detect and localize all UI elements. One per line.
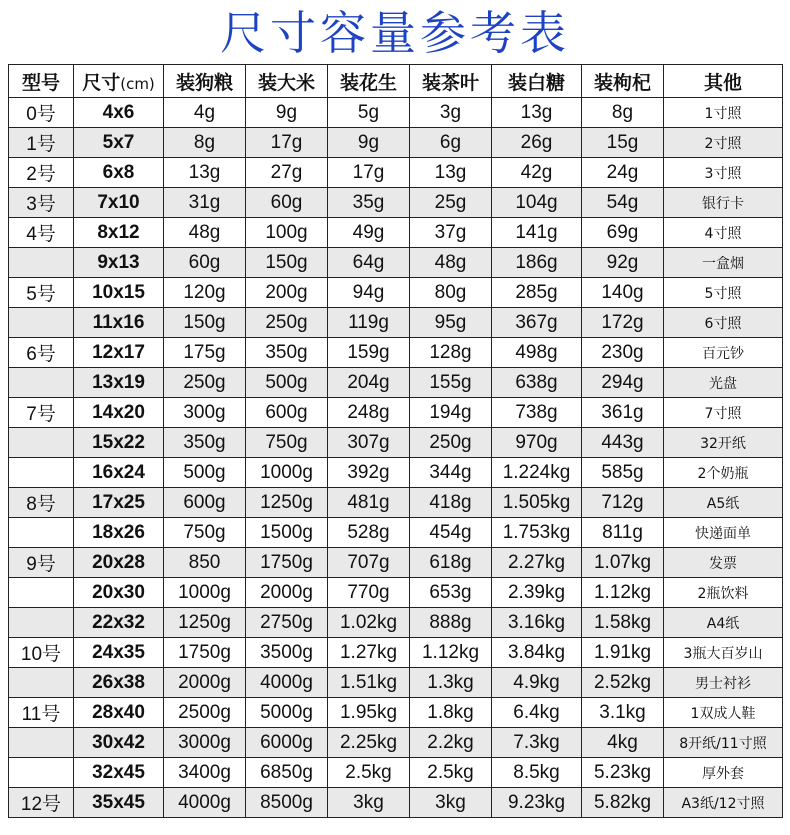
cell-peanut: 119g <box>328 308 410 338</box>
cell-tea: 250g <box>410 428 492 458</box>
header-tea: 装茶叶 <box>410 65 492 98</box>
cell-model: 3号 <box>9 188 74 218</box>
cell-peanut: 204g <box>328 368 410 398</box>
header-sugar: 装白糖 <box>492 65 582 98</box>
cell-size: 4x6 <box>74 98 164 128</box>
cell-peanut: 1.51kg <box>328 668 410 698</box>
cell-peanut: 770g <box>328 578 410 608</box>
cell-goji: 2.52kg <box>582 668 664 698</box>
table-row <box>9 638 783 668</box>
cell-goji: 294g <box>582 368 664 398</box>
cell-rice: 350g <box>246 338 328 368</box>
cell-sugar: 13g <box>492 98 582 128</box>
cell-sugar: 1.753kg <box>492 518 582 548</box>
table-row <box>9 668 783 698</box>
cell-sugar: 141g <box>492 218 582 248</box>
cell-goji: 69g <box>582 218 664 248</box>
cell-sugar: 1.505kg <box>492 488 582 518</box>
table-row <box>9 788 783 818</box>
table-header-row <box>9 65 783 98</box>
cell-goji: 811g <box>582 518 664 548</box>
cell-sugar: 7.3kg <box>492 728 582 758</box>
cell-rice: 750g <box>246 428 328 458</box>
cell-other: 一盒烟 <box>664 248 783 278</box>
cell-other: 2个奶瓶 <box>664 458 783 488</box>
cell-tea: 454g <box>410 518 492 548</box>
cell-rice: 6000g <box>246 728 328 758</box>
cell-dogfood: 8g <box>164 128 246 158</box>
cell-rice: 1000g <box>246 458 328 488</box>
cell-size: 14x20 <box>74 398 164 428</box>
cell-other: 3瓶大百岁山 <box>664 638 783 668</box>
cell-dogfood: 1000g <box>164 578 246 608</box>
cell-sugar: 367g <box>492 308 582 338</box>
table-row <box>9 608 783 638</box>
cell-goji: 8g <box>582 98 664 128</box>
cell-sugar: 285g <box>492 278 582 308</box>
cell-dogfood: 3000g <box>164 728 246 758</box>
cell-goji: 361g <box>582 398 664 428</box>
cell-model <box>9 308 74 338</box>
cell-model <box>9 248 74 278</box>
cell-model: 9号 <box>9 548 74 578</box>
table-row <box>9 548 783 578</box>
cell-size: 17x25 <box>74 488 164 518</box>
cell-size: 35x45 <box>74 788 164 818</box>
cell-size: 20x28 <box>74 548 164 578</box>
cell-other: 3寸照 <box>664 158 783 188</box>
cell-dogfood: 1750g <box>164 638 246 668</box>
cell-other: 男士衬衫 <box>664 668 783 698</box>
cell-model: 0号 <box>9 98 74 128</box>
cell-goji: 140g <box>582 278 664 308</box>
cell-goji: 54g <box>582 188 664 218</box>
cell-other: 快递面单 <box>664 518 783 548</box>
cell-other: A5纸 <box>664 488 783 518</box>
cell-peanut: 392g <box>328 458 410 488</box>
cell-tea: 194g <box>410 398 492 428</box>
cell-other: 1寸照 <box>664 98 783 128</box>
cell-goji: 15g <box>582 128 664 158</box>
cell-other: 2寸照 <box>664 128 783 158</box>
cell-rice: 1750g <box>246 548 328 578</box>
cell-peanut: 1.02kg <box>328 608 410 638</box>
cell-peanut: 159g <box>328 338 410 368</box>
cell-size: 15x22 <box>74 428 164 458</box>
cell-model: 1号 <box>9 128 74 158</box>
cell-rice: 2000g <box>246 578 328 608</box>
cell-rice: 4000g <box>246 668 328 698</box>
table-row <box>9 758 783 788</box>
cell-peanut: 94g <box>328 278 410 308</box>
cell-tea: 25g <box>410 188 492 218</box>
table-row <box>9 458 783 488</box>
cell-rice: 60g <box>246 188 328 218</box>
cell-rice: 5000g <box>246 698 328 728</box>
cell-rice: 600g <box>246 398 328 428</box>
cell-sugar: 42g <box>492 158 582 188</box>
cell-model: 12号 <box>9 788 74 818</box>
cell-size: 13x19 <box>74 368 164 398</box>
cell-size: 30x42 <box>74 728 164 758</box>
cell-tea: 1.8kg <box>410 698 492 728</box>
table-row <box>9 398 783 428</box>
header-dogfood: 装狗粮 <box>164 65 246 98</box>
cell-goji: 230g <box>582 338 664 368</box>
cell-other: 8开纸/11寸照 <box>664 728 783 758</box>
cell-tea: 618g <box>410 548 492 578</box>
cell-tea: 2.2kg <box>410 728 492 758</box>
cell-peanut: 5g <box>328 98 410 128</box>
cell-peanut: 307g <box>328 428 410 458</box>
cell-goji: 1.91kg <box>582 638 664 668</box>
cell-rice: 9g <box>246 98 328 128</box>
cell-size: 28x40 <box>74 698 164 728</box>
cell-tea: 3kg <box>410 788 492 818</box>
table-row <box>9 488 783 518</box>
cell-size: 9x13 <box>74 248 164 278</box>
cell-other: 1双成人鞋 <box>664 698 783 728</box>
cell-model <box>9 608 74 638</box>
cell-size: 10x15 <box>74 278 164 308</box>
cell-rice: 6850g <box>246 758 328 788</box>
table-row <box>9 518 783 548</box>
cell-rice: 2750g <box>246 608 328 638</box>
cell-size: 16x24 <box>74 458 164 488</box>
cell-model: 7号 <box>9 398 74 428</box>
cell-tea: 418g <box>410 488 492 518</box>
cell-peanut: 481g <box>328 488 410 518</box>
cell-sugar: 8.5kg <box>492 758 582 788</box>
cell-sugar: 6.4kg <box>492 698 582 728</box>
cell-dogfood: 2500g <box>164 698 246 728</box>
table-row <box>9 98 783 128</box>
cell-size: 22x32 <box>74 608 164 638</box>
cell-dogfood: 2000g <box>164 668 246 698</box>
page-title: 尺寸容量参考表 <box>220 6 570 60</box>
cell-sugar: 9.23kg <box>492 788 582 818</box>
cell-goji: 1.07kg <box>582 548 664 578</box>
cell-tea: 95g <box>410 308 492 338</box>
cell-rice: 1500g <box>246 518 328 548</box>
table-row <box>9 278 783 308</box>
cell-model <box>9 578 74 608</box>
header-goji: 装枸杞 <box>582 65 664 98</box>
cell-tea: 344g <box>410 458 492 488</box>
cell-sugar: 3.84kg <box>492 638 582 668</box>
cell-rice: 1250g <box>246 488 328 518</box>
cell-peanut: 3kg <box>328 788 410 818</box>
cell-dogfood: 300g <box>164 398 246 428</box>
cell-dogfood: 48g <box>164 218 246 248</box>
cell-goji: 1.12kg <box>582 578 664 608</box>
table-row <box>9 428 783 458</box>
cell-tea: 13g <box>410 158 492 188</box>
cell-rice: 100g <box>246 218 328 248</box>
table-row <box>9 338 783 368</box>
cell-size: 24x35 <box>74 638 164 668</box>
cell-goji: 3.1kg <box>582 698 664 728</box>
cell-other: A3纸/12寸照 <box>664 788 783 818</box>
cell-rice: 8500g <box>246 788 328 818</box>
cell-rice: 500g <box>246 368 328 398</box>
cell-dogfood: 850 <box>164 548 246 578</box>
capacity-table <box>8 64 783 818</box>
cell-peanut: 2.25kg <box>328 728 410 758</box>
cell-other: 银行卡 <box>664 188 783 218</box>
cell-sugar: 3.16kg <box>492 608 582 638</box>
cell-dogfood: 13g <box>164 158 246 188</box>
cell-model: 6号 <box>9 338 74 368</box>
cell-model <box>9 458 74 488</box>
cell-sugar: 4.9kg <box>492 668 582 698</box>
cell-goji: 1.58kg <box>582 608 664 638</box>
cell-size: 11x16 <box>74 308 164 338</box>
table-row <box>9 368 783 398</box>
cell-size: 20x30 <box>74 578 164 608</box>
table-row <box>9 308 783 338</box>
header-size <box>74 65 164 98</box>
cell-peanut: 35g <box>328 188 410 218</box>
cell-goji: 443g <box>582 428 664 458</box>
cell-model: 5号 <box>9 278 74 308</box>
cell-tea: 128g <box>410 338 492 368</box>
cell-tea: 3g <box>410 98 492 128</box>
cell-sugar: 26g <box>492 128 582 158</box>
cell-tea: 48g <box>410 248 492 278</box>
cell-size: 6x8 <box>74 158 164 188</box>
cell-sugar: 186g <box>492 248 582 278</box>
cell-dogfood: 600g <box>164 488 246 518</box>
cell-sugar: 2.27kg <box>492 548 582 578</box>
cell-tea: 653g <box>410 578 492 608</box>
cell-model: 2号 <box>9 158 74 188</box>
cell-rice: 250g <box>246 308 328 338</box>
table-row <box>9 158 783 188</box>
cell-rice: 3500g <box>246 638 328 668</box>
cell-model <box>9 728 74 758</box>
cell-dogfood: 150g <box>164 308 246 338</box>
cell-dogfood: 60g <box>164 248 246 278</box>
cell-size: 18x26 <box>74 518 164 548</box>
cell-size: 26x38 <box>74 668 164 698</box>
cell-peanut: 49g <box>328 218 410 248</box>
cell-goji: 172g <box>582 308 664 338</box>
cell-dogfood: 500g <box>164 458 246 488</box>
cell-rice: 27g <box>246 158 328 188</box>
cell-dogfood: 175g <box>164 338 246 368</box>
cell-other: 4寸照 <box>664 218 783 248</box>
cell-tea: 2.5kg <box>410 758 492 788</box>
header-peanut: 装花生 <box>328 65 410 98</box>
cell-peanut: 1.95kg <box>328 698 410 728</box>
cell-sugar: 1.224kg <box>492 458 582 488</box>
cell-goji: 5.82kg <box>582 788 664 818</box>
cell-dogfood: 250g <box>164 368 246 398</box>
cell-other: 光盘 <box>664 368 783 398</box>
cell-other: 2瓶饮料 <box>664 578 783 608</box>
cell-sugar: 738g <box>492 398 582 428</box>
cell-dogfood: 350g <box>164 428 246 458</box>
cell-peanut: 1.27kg <box>328 638 410 668</box>
cell-sugar: 104g <box>492 188 582 218</box>
cell-peanut: 707g <box>328 548 410 578</box>
cell-dogfood: 4000g <box>164 788 246 818</box>
header-size-label: 尺寸 <box>82 71 121 94</box>
cell-goji: 92g <box>582 248 664 278</box>
cell-model: 8号 <box>9 488 74 518</box>
cell-size: 12x17 <box>74 338 164 368</box>
cell-peanut: 9g <box>328 128 410 158</box>
header-rice: 装大米 <box>246 65 328 98</box>
cell-tea: 155g <box>410 368 492 398</box>
cell-model <box>9 758 74 788</box>
table-row <box>9 578 783 608</box>
cell-tea: 1.3kg <box>410 668 492 698</box>
cell-goji: 5.23kg <box>582 758 664 788</box>
cell-rice: 150g <box>246 248 328 278</box>
cell-size: 5x7 <box>74 128 164 158</box>
table-row <box>9 698 783 728</box>
cell-model: 11号 <box>9 698 74 728</box>
cell-other: 32开纸 <box>664 428 783 458</box>
cell-tea: 888g <box>410 608 492 638</box>
cell-peanut: 248g <box>328 398 410 428</box>
cell-goji: 712g <box>582 488 664 518</box>
cell-rice: 200g <box>246 278 328 308</box>
cell-sugar: 970g <box>492 428 582 458</box>
cell-other: 厚外套 <box>664 758 783 788</box>
cell-dogfood: 1250g <box>164 608 246 638</box>
cell-goji: 4kg <box>582 728 664 758</box>
cell-goji: 585g <box>582 458 664 488</box>
cell-model <box>9 368 74 398</box>
cell-dogfood: 120g <box>164 278 246 308</box>
cell-sugar: 638g <box>492 368 582 398</box>
table-row <box>9 248 783 278</box>
cell-other: 百元钞 <box>664 338 783 368</box>
cell-model <box>9 518 74 548</box>
cell-size: 7x10 <box>74 188 164 218</box>
cell-sugar: 498g <box>492 338 582 368</box>
cell-dogfood: 750g <box>164 518 246 548</box>
header-other: 其他 <box>664 65 783 98</box>
cell-dogfood: 4g <box>164 98 246 128</box>
cell-rice: 17g <box>246 128 328 158</box>
cell-tea: 6g <box>410 128 492 158</box>
cell-model <box>9 668 74 698</box>
cell-size: 32x45 <box>74 758 164 788</box>
table-row <box>9 128 783 158</box>
cell-other: 7寸照 <box>664 398 783 428</box>
cell-dogfood: 3400g <box>164 758 246 788</box>
table-body <box>9 98 783 818</box>
cell-peanut: 17g <box>328 158 410 188</box>
table-row <box>9 218 783 248</box>
cell-other: A4纸 <box>664 608 783 638</box>
cell-tea: 1.12kg <box>410 638 492 668</box>
cell-peanut: 528g <box>328 518 410 548</box>
table-row <box>9 188 783 218</box>
cell-tea: 37g <box>410 218 492 248</box>
cell-model: 10号 <box>9 638 74 668</box>
header-model: 型号 <box>9 65 74 98</box>
header-size-unit: (cm) <box>120 74 155 93</box>
cell-size: 8x12 <box>74 218 164 248</box>
cell-sugar: 2.39kg <box>492 578 582 608</box>
cell-other: 发票 <box>664 548 783 578</box>
cell-model: 4号 <box>9 218 74 248</box>
cell-model <box>9 428 74 458</box>
cell-peanut: 2.5kg <box>328 758 410 788</box>
table-row <box>9 728 783 758</box>
cell-other: 6寸照 <box>664 308 783 338</box>
cell-peanut: 64g <box>328 248 410 278</box>
cell-goji: 24g <box>582 158 664 188</box>
cell-other: 5寸照 <box>664 278 783 308</box>
cell-dogfood: 31g <box>164 188 246 218</box>
cell-tea: 80g <box>410 278 492 308</box>
